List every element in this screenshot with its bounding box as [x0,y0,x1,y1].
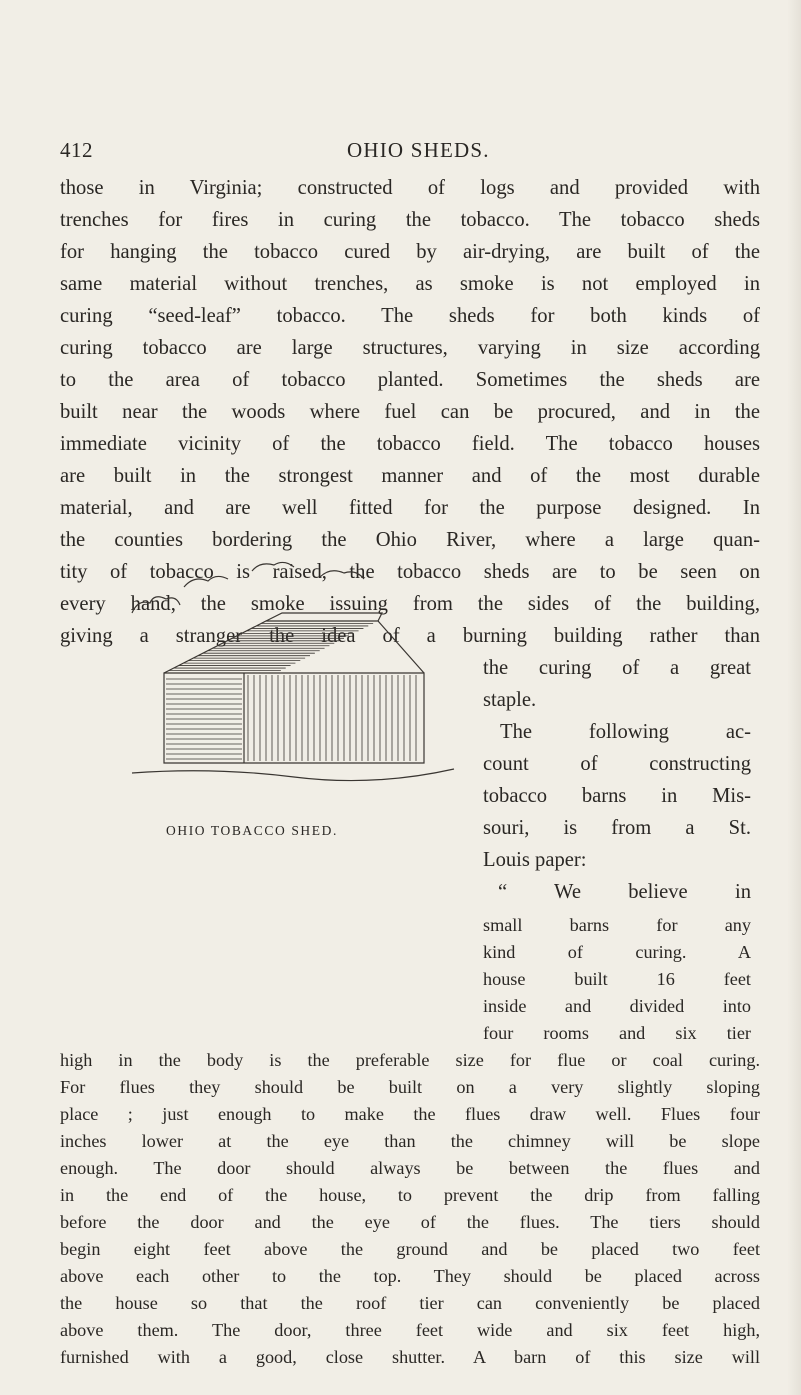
text-line: built near the woods where fuel can be procured, and in the [60,401,760,423]
text-line: small barns for any [483,915,751,935]
text-line: every hand, the smoke issuing from the sides of the building, [60,593,760,615]
text-line: giving a stranger the idea of a burning building rather than [60,625,760,647]
smoke-puff [252,562,294,571]
text-line: staple. [483,689,537,711]
text-line: above each other to the top. They should be placed across [60,1266,760,1286]
text-line: “ We believe in [498,881,751,903]
text-line: inches lower at the eye than the chimney will be slope [60,1131,760,1151]
text-line: curing tobacco are large structures, varying in size according [60,337,760,359]
text-line: inside and divided into [483,996,751,1016]
text-line: enough. The door should always be between the flues and [60,1158,760,1178]
figure-caption: OHIO TOBACCO SHED. [166,823,338,838]
text-line: in the end of the house, to prevent the drip from falling [60,1185,760,1205]
smoke-puff [184,576,228,587]
text-line: furnished with a good, close shutter. A barn of this size will [60,1347,760,1367]
text-line: for hanging the tobacco cured by air-drying, are built of the [60,241,760,263]
text-line: material, and are well fitted for the purpose designed. In [60,497,760,519]
text-line: Louis paper: [483,849,587,871]
ground-line [132,769,454,781]
shed-wall [164,673,424,763]
text-line: place ; just enough to make the flues draw well. Flues four [60,1104,760,1124]
text-line: tity of tobacco is raised, the tobacco sheds are to be seen on [60,561,760,583]
text-line: immediate vicinity of the tobacco field. The tobacco houses [60,433,760,455]
text-line: are built in the strongest manner and of the most durable [60,465,760,487]
text-line: four rooms and six tier [483,1023,751,1043]
text-line: curing “seed-leaf” tobacco. The sheds for both kinds of [60,305,760,327]
text-line: the counties bordering the Ohio River, where a large quan- [60,529,760,551]
tobacco-shed-illustration [124,555,462,787]
text-line: souri, is from a St. [483,817,751,839]
text-line: before the door and the eye of the flues. The tiers should [60,1212,760,1232]
smoke-puff [320,571,364,579]
text-line: For flues they should be built on a very slightly sloping [60,1077,760,1097]
text-line: high in the body is the preferable size for flue or coal curing. [60,1050,760,1070]
text-line: same material without trenches, as smoke is not employed in [60,273,760,295]
text-line: the house so that the roof tier can conveniently be placed [60,1293,760,1313]
running-head: OHIO SHEDS. [347,138,490,162]
text-line: those in Virginia; constructed of logs and provided with [60,177,760,199]
tree-outline [132,597,180,613]
text-line: above them. The door, three feet wide and six feet high, [60,1320,760,1340]
text-line: The following ac- [500,721,751,743]
text-line: house built 16 feet [483,969,751,989]
text-line: kind of curing. A [483,942,751,962]
text-line: trenches for fires in curing the tobacco. The tobacco sheds [60,209,760,231]
page-header [60,138,760,164]
text-line: tobacco barns in Mis- [483,785,751,807]
page-edge-shadow [787,0,801,1395]
text-line: to the area of tobacco planted. Sometimes the sheds are [60,369,760,391]
text-line: count of constructing [483,753,751,775]
page-number: 412 [60,138,93,162]
text-line: begin eight feet above the ground and be placed two feet [60,1239,760,1259]
roof-ridge [266,613,382,621]
text-line: the curing of a great [483,657,751,679]
